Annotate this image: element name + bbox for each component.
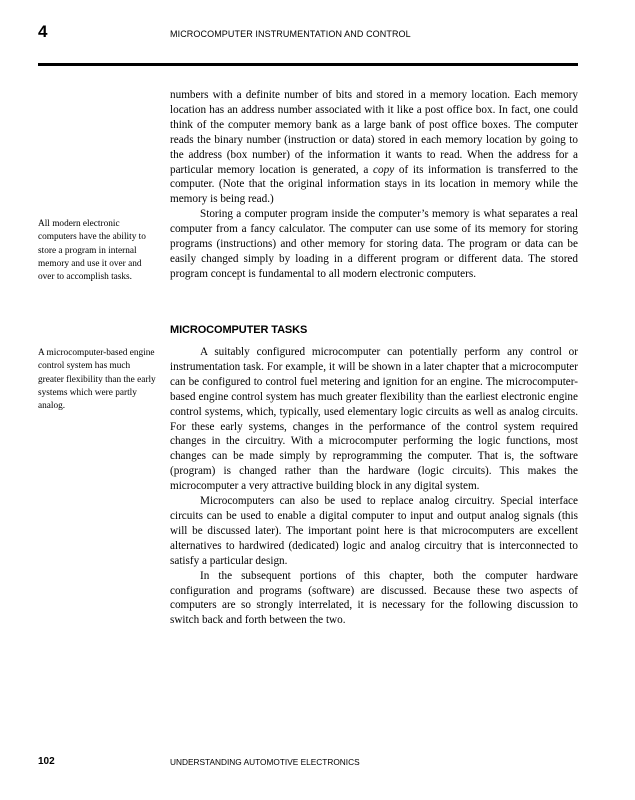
footer-book-title: UNDERSTANDING AUTOMOTIVE ELECTRONICS [170, 757, 360, 767]
header-rule [38, 63, 578, 66]
paragraph-1-text: numbers with a definite number of bits and stored in a memory location. Each memory location has an address number associated with it like a post office box. In fact, one could think of the computer memory bank as a large bank of post office boxes. The computer reads the binary number (instruction or data) stored in each memory location by going to the address (box number) of the information it wants to read. When the address for a particular memory location is generated, a [170, 89, 578, 176]
running-head: MICROCOMPUTER INSTRUMENTATION AND CONTROL [170, 29, 411, 39]
page-number: 102 [38, 756, 55, 767]
italic-copy: copy [373, 163, 395, 176]
paragraph-5: In the subsequent portions of this chapter, both the computer hardware configuration and programs (software) are discussed. Because these two aspects of computers are so strongly interrelated, it is necessary for the following discussion to switch back and forth between the two. [170, 569, 578, 627]
paragraph-1-end: of its information is transferred to the computer. (Note that the original information stays in its location in memory while the memory is being read.) [170, 163, 579, 206]
paragraph-1 [170, 88, 578, 207]
margin-note-1: All modern electronic computers have the ability to store a program in internal memory and use it over and over to accomplish tasks. [38, 219, 146, 283]
body-text-top [170, 88, 578, 282]
paragraph-4: Microcomputers can also be used to replace analog circuitry. Special interface circuits can be used to enable a digital computer to input and output analog signals (this will be discussed later). The important point here is that microcomputers are excellent alternatives to hardwired (dedicated) logic and analog circuitry that is interconnected to satisfy a particular design. [170, 495, 578, 567]
chapter-number: 4 [38, 22, 48, 41]
section-heading: MICROCOMPUTER TASKS [170, 324, 308, 336]
paragraph-3: A suitably configured microcomputer can potentially perform any control or instrumentation task. For example, it will be shown in a later chapter that a microcomputer can be configured to control fuel metering and ignition for an engine. The microcomputer-based engine control system has much greater flexibility than the earliest electronic engine control systems, which, typically, used elementary logic circuits as well as analog circuits. For these early systems, changes in the performance of the control system required changes in the circuitry. With a microcomputer performing the logic functions, most changes can be made simply by reprogramming the computer. That is, the software (program) is changed rather than the hardware (logic circuits). This makes the microcomputer a very attractive building block in any digital system. [170, 346, 578, 493]
body-text-bottom [170, 345, 578, 628]
paragraph-2: Storing a computer program inside the computer’s memory is what separates a real computer from a fancy calculator. The computer can use some of its memory for storing programs (instructions) and other memory for storing data. The program or data can be easily changed simply by loading in a different program or different data. The stored program concept is fundamental to all modern electronic computers. [170, 208, 578, 280]
margin-note-2: A microcomputer-based engine control system has much greater flexibility than the early systems which were partly analog. [38, 348, 156, 412]
